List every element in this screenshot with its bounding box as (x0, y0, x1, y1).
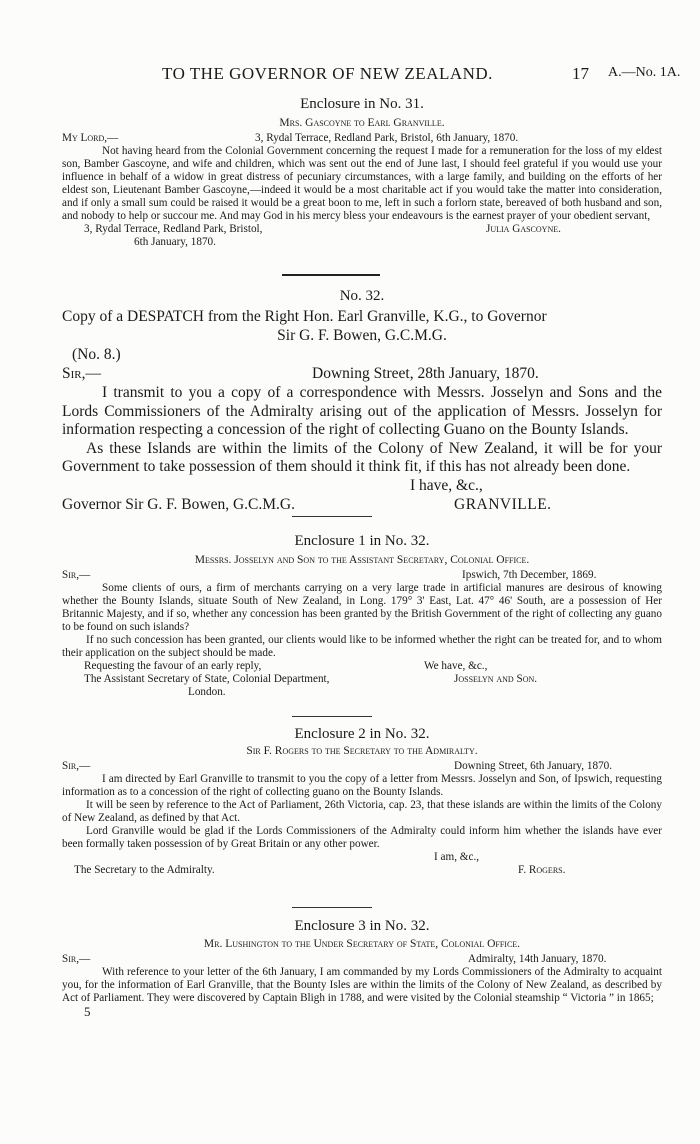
header-title: TO THE GOVERNOR OF NEW ZEALAND. (162, 64, 493, 83)
enc2-letter (62, 760, 662, 877)
section-divider (292, 516, 372, 517)
enc31-heading: Enclosure in No. 31. (300, 96, 424, 112)
section-divider (282, 274, 380, 276)
no32-heading: No. 32. (339, 288, 385, 304)
no32-address-date: Downing Street, 28th January, 1870. (312, 365, 539, 382)
enc2-para1: I am directed by Earl Granville to transmit to you the copy of a letter from Messrs. Josselyn and Son, of Ipswich, requesting information as to a concession of the right of collecting guano on the Bounty Islands. (62, 773, 662, 798)
enc31-signature: Julia Gascoyne. (486, 223, 561, 235)
enc31-body: Not having heard from the Colonial Government concerning the request I made for a remuneration for the loss of my eldest son, Bamber Gascoyne, and wife and children, which was sent out the end of June last, I should feel grateful if you would use your influence in behalf of a widow in great distress of pecuniary circumstances, with a large family, and building on the efforts of her eldest son, Lieutenant Bamber Gascoyne,—indeed it would be a most charitable act if you would take the matter into consideration, and if only a small sum could be raised it would be a great boon to me, left in such a forlorn state, bereaved of both husband and son, and nobody to help or succour me. And may God in his mercy bless your endeavours is the earnest prayer of your obedient servant, (62, 145, 662, 222)
enc31-letter (62, 132, 662, 249)
running-header (0, 64, 700, 88)
no32-salutation: Sir,— (62, 365, 101, 382)
no32-signature: GRANVILLE. (454, 495, 552, 513)
enc1-signature: Josselyn and Son. (454, 673, 538, 685)
enc2-closing: I am, &c., (434, 851, 480, 863)
no32-para1: I transmit to you a copy of a correspondence with Messrs. Josselyn and Sons and the Lords Commissioners of the Admiralty arising out of the application of Messrs. Josselyn for information respecting a concession of the right of collecting Guano on the Bounty Islands. (62, 384, 662, 438)
despatch-number: (No. 8.) (72, 346, 121, 363)
no32-title-line1: Copy of a DESPATCH from the Right Hon. Earl Granville, K.G., to Governor (62, 308, 547, 325)
enc1-place: London. (188, 686, 226, 698)
enc3-letter (62, 953, 662, 1018)
enc3-subheading: Mr. Lushington to the Under Secretary of State, Colonial Office. (203, 938, 521, 950)
enc1-closing-left: Requesting the favour of an early reply, (84, 660, 262, 672)
enc3-heading: Enclosure 3 in No. 32. (294, 918, 430, 934)
enc2-heading: Enclosure 2 in No. 32. (294, 726, 430, 742)
enc2-signature: F. Rogers. (518, 864, 566, 876)
no32-title (62, 308, 662, 346)
page-number: 17 (572, 64, 589, 83)
enc1-salutation: Sir,— (62, 569, 91, 581)
enc2-para3: Lord Granville would be glad if the Lords Commissioners of the Admiralty could inform him whether the islands have ever been formally taken possession of by Great Britain or any other power. (62, 825, 662, 850)
enc1-para1: Some clients of ours, a firm of merchants carrying on a very large trade in artificial manures are desirous of knowing whether the Bounty Islands, situate South of New Zealand, in Long. 179° 3' East, Lat. 47° 46' South, are a possession of Her Britannic Majesty, and if so, whether any concession has been granted by the British Government of the right of collecting any guano to be found on such islands? (62, 582, 662, 633)
no32-addressee: Governor Sir G. F. Bowen, G.C.M.G. (62, 495, 295, 513)
enc1-address-date: Ipswich, 7th December, 1869. (462, 569, 597, 581)
document-reference: A.—No. 1A. (608, 65, 681, 80)
no32-para2: As these Islands are within the limits of the Colony of New Zealand, it will be for your Government to take possession of them should it think fit, if this has not already been done. (62, 439, 662, 475)
enc3-address-date: Admiralty, 14th January, 1870. (468, 953, 607, 965)
enc1-addressee: The Assistant Secretary of State, Colonial Department, (84, 673, 330, 685)
section-divider (292, 907, 372, 908)
enc3-salutation: Sir,— (62, 953, 91, 965)
enc2-para2: It will be seen by reference to the Act of Parliament, 26th Victoria, cap. 23, that these islands are within the limits of the Colony of New Zealand, as defined by that Act. (62, 799, 662, 824)
enc31-salutation: My Lord,— (62, 132, 119, 144)
enc1-letter (62, 569, 662, 699)
enc1-subheading: Messrs. Josselyn and Son to the Assistant Secretary, Colonial Office. (194, 554, 530, 566)
enc2-subheading: Sir F. Rogers to the Secretary to the Admiralty. (246, 745, 478, 757)
enc31-address-date: 3, Rydal Terrace, Redland Park, Bristol, 6th January, 1870. (255, 132, 519, 144)
enc2-salutation: Sir,— (62, 760, 91, 772)
enc2-address-date: Downing Street, 6th January, 1870. (454, 760, 613, 772)
enc1-para2: If no such concession has been granted, our clients would like to be informed whether the right can be treated for, and to whom their application on the subject should be made. (62, 634, 662, 659)
no32-title-line2: Sir G. F. Bowen, G.C.M.G. (277, 327, 447, 344)
no32-closing: I have, &c., (410, 476, 483, 494)
enc3-para1: With reference to your letter of the 6th January, I am commanded by my Lords Commissioners of the Admiralty to acquaint you, for the information of Earl Granville, that the Bounty Isles are within the limits of the Colony of New Zealand, as described by Act of Parliament. They were discovered by Captain Bligh in 1788, and were visited by the Colonial steamship “ Victoria ” in 1865; (62, 966, 662, 1004)
enc2-addressee: The Secretary to the Admiralty. (74, 864, 215, 876)
section-divider (292, 716, 372, 717)
enc31-subheading: Mrs. Gascoyne to Earl Granville. (279, 117, 445, 129)
no32-letter (62, 346, 662, 515)
enc1-closing-right: We have, &c., (424, 660, 488, 672)
signature-mark: 5 (84, 1004, 91, 1019)
enc1-heading: Enclosure 1 in No. 32. (294, 533, 430, 549)
enc31-date: 6th January, 1870. (134, 236, 216, 248)
enc31-address: 3, Rydal Terrace, Redland Park, Bristol, (84, 223, 263, 235)
